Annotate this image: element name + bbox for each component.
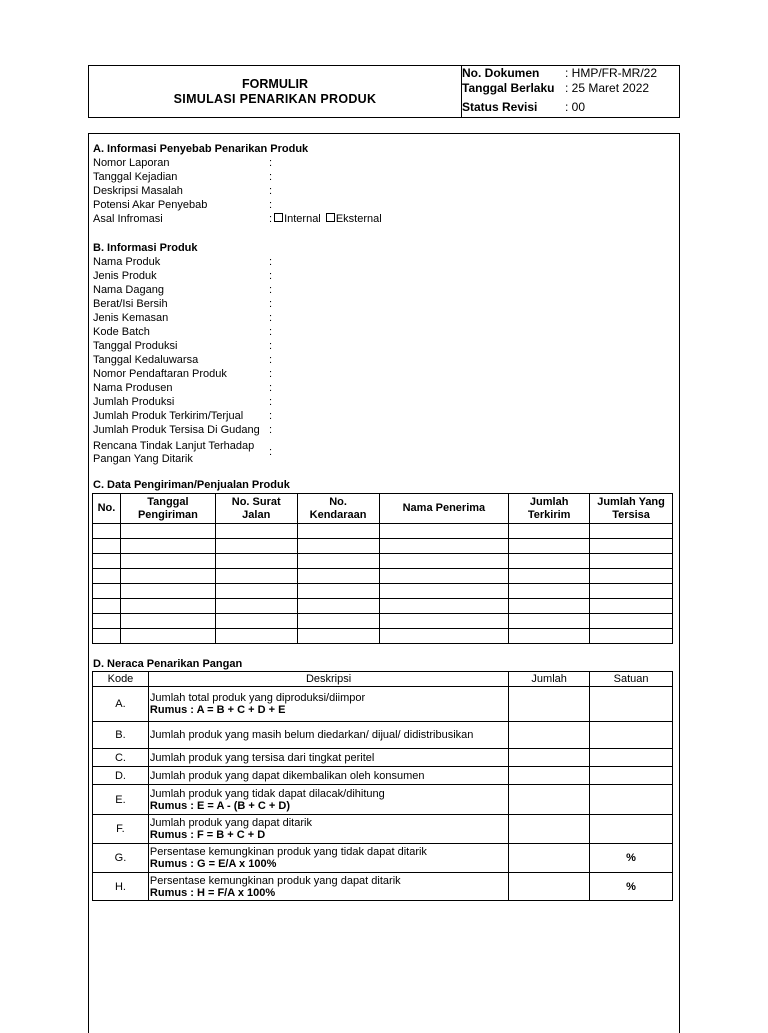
row-rumus: Rumus : E = A - (B + C + D) [149,799,290,812]
table-row [93,749,673,767]
table-row [93,785,673,815]
table-cell[interactable] [509,599,590,614]
field-colon: : [269,326,273,338]
section-b-title: B. Informasi Produk [93,242,198,254]
col-jumlah: Jumlah [509,672,590,687]
checkbox-internal[interactable] [274,213,283,222]
table-cell[interactable] [215,569,297,584]
row-kode: H. [93,873,149,901]
table-row [93,687,673,722]
table-cell[interactable] [297,554,379,569]
balance-table [92,671,673,901]
table-cell[interactable] [93,584,121,599]
row-jumlah[interactable] [509,767,590,785]
table-row [93,539,673,554]
row-kode: A. [93,687,149,722]
field-label: Nama Dagang [93,284,164,296]
col-no: No. [93,494,121,524]
section-d-title: D. Neraca Penarikan Pangan [93,658,243,670]
row-deskripsi [148,815,508,844]
field-colon: : [269,284,273,296]
field-tanggal-kejadian: Tanggal Kejadian [93,171,178,183]
field-colon: : [269,199,273,211]
col-satuan: Satuan [590,672,673,687]
option-eksternal-label: Eksternal [335,213,382,225]
field-colon: : [269,171,273,183]
field-rencana-line2: Pangan Yang Ditarik [93,453,193,465]
form-subtitle: SIMULASI PENARIKAN PRODUK [173,92,377,106]
section-c-title: C. Data Pengiriman/Penjualan Produk [93,479,290,491]
col-terkirim: Jumlah Terkirim [509,494,590,524]
revision-label: Status Revisi [462,100,538,114]
field-nomor-laporan: Nomor Laporan [93,157,170,169]
table-cell[interactable] [590,629,673,644]
field-colon: : [269,368,273,380]
table-cell[interactable] [590,539,673,554]
field-colon: : [269,185,273,197]
table-cell[interactable] [215,524,297,539]
table-cell[interactable] [509,524,590,539]
table-cell[interactable] [215,614,297,629]
col-kode: Kode [93,672,149,687]
field-label: Kode Batch [93,326,150,338]
table-cell[interactable] [297,569,379,584]
row-deskripsi [148,767,508,785]
valid-date-label: Tanggal Berlaku [462,81,555,95]
table-cell[interactable] [509,539,590,554]
row-deskripsi [148,873,508,901]
table-cell[interactable] [379,524,509,539]
field-asal-informasi: Asal Infromasi [93,213,163,225]
row-kode: C. [93,749,149,767]
field-label: Jenis Kemasan [93,312,169,324]
shipment-table-header [93,494,673,524]
field-colon: : [269,382,273,394]
field-label: Tanggal Kedaluwarsa [93,354,199,366]
row-satuan [590,722,673,749]
table-cell[interactable] [509,584,590,599]
table-cell[interactable] [215,584,297,599]
table-cell[interactable] [509,629,590,644]
row-jumlah[interactable] [509,687,590,722]
field-potensi-akar: Potensi Akar Penyebab [93,199,208,211]
table-cell[interactable] [297,584,379,599]
field-label: Nama Produsen [93,382,173,394]
row-desc-text: Jumlah produk yang tersisa dari tingkat peritel [149,751,375,764]
field-label: Berat/Isi Bersih [93,298,168,310]
table-row [93,629,673,644]
table-row [93,614,673,629]
table-cell[interactable] [215,599,297,614]
row-rumus: Rumus : F = B + C + D [149,829,266,841]
row-satuan [590,767,673,785]
table-cell[interactable] [93,614,121,629]
table-cell[interactable] [379,554,509,569]
row-satuan: % [590,844,673,873]
table-cell[interactable] [590,584,673,599]
row-jumlah[interactable] [509,785,590,815]
row-jumlah[interactable] [509,873,590,901]
table-cell[interactable] [297,599,379,614]
balance-table-header [93,672,673,687]
row-satuan [590,815,673,844]
field-colon: : [269,354,273,366]
col-penerima: Nama Penerima [379,494,509,524]
row-desc-text: Persentase kemungkinan produk yang dapat ditarik [149,874,401,887]
table-cell[interactable] [120,584,215,599]
col-surat-jalan: No. Surat Jalan [215,494,297,524]
row-jumlah[interactable] [509,844,590,873]
table-cell[interactable] [509,569,590,584]
field-rencana-line1: Rencana Tindak Lanjut Terhadap [93,440,255,452]
field-colon: : [269,396,273,408]
row-jumlah[interactable] [509,815,590,844]
field-colon: : [269,312,273,324]
table-cell[interactable] [509,554,590,569]
table-cell[interactable] [379,539,509,554]
table-cell[interactable] [379,569,509,584]
table-cell[interactable] [93,524,121,539]
row-satuan: % [590,873,673,901]
row-desc-text: Jumlah produk yang masih belum diedarkan/ dijual/ didistribusikan [149,729,474,741]
table-row [93,554,673,569]
table-cell[interactable] [590,554,673,569]
field-colon: : [269,410,273,422]
field-colon: : [269,256,273,268]
field-label: Jumlah Produksi [93,396,175,408]
table-cell[interactable] [379,584,509,599]
field-colon: : [269,340,273,352]
row-desc-text: Jumlah produk yang dapat dikembalikan oleh konsumen [149,769,425,782]
field-deskripsi-masalah: Deskripsi Masalah [93,185,183,197]
table-row [93,584,673,599]
row-jumlah[interactable] [509,749,590,767]
table-cell[interactable] [379,614,509,629]
doc-number-label: No. Dokumen [462,66,540,80]
table-cell[interactable] [379,599,509,614]
table-row [93,767,673,785]
row-deskripsi [148,749,508,767]
row-deskripsi [148,687,508,722]
table-row [93,873,673,901]
field-colon: : [269,424,273,436]
row-kode: D. [93,767,149,785]
row-kode: E. [93,785,149,815]
row-rumus: Rumus : H = F/A x 100% [149,886,276,899]
field-colon: : [269,213,273,225]
col-deskripsi: Deskripsi [148,672,508,687]
col-tanggal: Tanggal Pengiriman [120,494,215,524]
table-row [93,569,673,584]
table-cell[interactable] [120,554,215,569]
table-cell[interactable] [297,539,379,554]
row-deskripsi [148,722,508,749]
table-cell[interactable] [215,554,297,569]
field-colon: : [269,270,273,282]
revision-value: : 00 [565,100,586,114]
row-satuan [590,785,673,815]
row-kode: B. [93,722,149,749]
shipment-table [92,493,673,644]
table-cell[interactable] [590,569,673,584]
form-title: FORMULIR [242,77,308,91]
field-label: Nomor Pendaftaran Produk [93,368,227,380]
row-satuan [590,749,673,767]
option-internal-label: Internal [284,213,321,225]
row-rumus: Rumus : A = B + C + D + E [149,704,286,716]
row-deskripsi [148,785,508,815]
checkbox-eksternal[interactable] [326,213,335,222]
form-title-block [89,66,462,117]
field-label: Nama Produk [93,256,161,268]
field-colon: : [269,157,273,169]
table-row [93,844,673,873]
col-tersisa: Jumlah Yang Tersisa [590,494,673,524]
table-cell[interactable] [509,614,590,629]
col-kendaraan: No. Kendaraan [297,494,379,524]
asal-informasi-options [269,213,382,225]
field-colon: : [269,446,273,458]
table-cell[interactable] [93,599,121,614]
field-label: Jumlah Produk Tersisa Di Gudang [93,424,260,436]
table-cell[interactable] [590,524,673,539]
table-cell[interactable] [93,629,121,644]
table-cell[interactable] [120,524,215,539]
table-cell[interactable] [120,569,215,584]
field-label: Tanggal Produksi [93,340,178,352]
document-header [88,65,680,118]
row-desc-text: Jumlah produk yang dapat ditarik [149,817,312,829]
row-desc-text: Jumlah total produk yang diproduksi/diimpor [149,692,366,704]
table-cell[interactable] [93,569,121,584]
table-cell[interactable] [297,629,379,644]
table-cell[interactable] [297,524,379,539]
row-rumus: Rumus : G = E/A x 100% [149,858,277,870]
table-cell[interactable] [215,629,297,644]
table-cell[interactable] [590,599,673,614]
table-cell[interactable] [379,629,509,644]
section-a-title: A. Informasi Penyebab Penarikan Produk [93,143,309,155]
table-row [93,722,673,749]
field-label: Jenis Produk [93,270,157,282]
table-cell[interactable] [93,539,121,554]
table-cell[interactable] [590,614,673,629]
table-cell[interactable] [120,629,215,644]
table-row [93,524,673,539]
table-row [93,815,673,844]
table-cell[interactable] [120,539,215,554]
table-cell[interactable] [93,554,121,569]
valid-date-value: : 25 Maret 2022 [565,81,650,95]
row-kode: F. [93,815,149,844]
table-cell[interactable] [120,599,215,614]
field-label: Jumlah Produk Terkirim/Terjual [93,410,244,422]
row-jumlah[interactable] [509,722,590,749]
doc-number-value: : HMP/FR-MR/22 [565,66,658,80]
row-satuan [590,687,673,722]
table-cell[interactable] [297,614,379,629]
table-cell[interactable] [215,539,297,554]
row-desc-text: Persentase kemungkinan produk yang tidak dapat ditarik [149,846,427,858]
table-cell[interactable] [120,614,215,629]
row-desc-text: Jumlah produk yang tidak dapat dilacak/dihitung [149,787,385,800]
row-deskripsi [148,844,508,873]
field-colon: : [269,298,273,310]
table-row [93,599,673,614]
row-kode: G. [93,844,149,873]
